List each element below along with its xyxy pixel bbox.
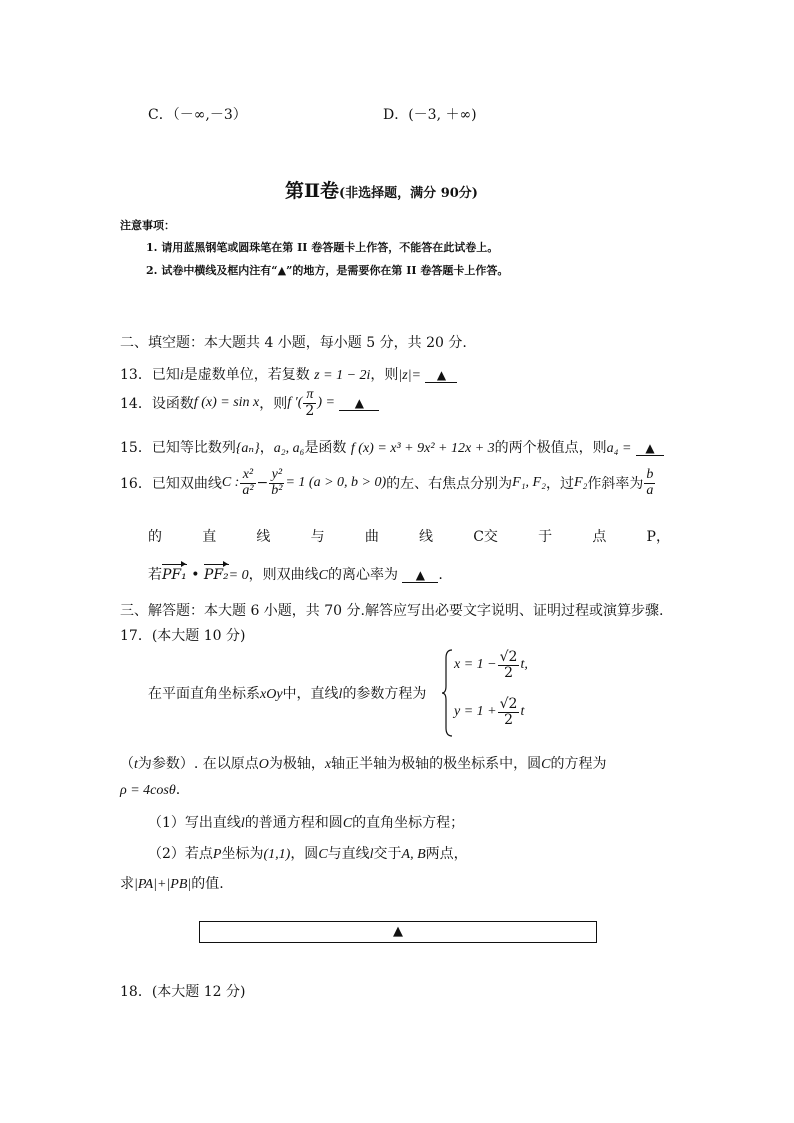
q17-eq2-right: t (520, 704, 525, 720)
q16-end: . (438, 567, 443, 583)
q16-frac-x (240, 468, 255, 498)
q17-eq2-left: y = 1 + (454, 704, 497, 720)
option-c: C．（－∞,－3） (148, 107, 247, 123)
q17-eq1-den: 2 (504, 664, 513, 681)
q15-a2a6: a₂, a₆ (273, 441, 305, 456)
question-14 (120, 388, 379, 418)
q17-part-1 (148, 812, 464, 832)
q16-prefix: 16．已知双曲线 (120, 476, 222, 493)
q17-param-eq-2 (454, 697, 524, 727)
q13-absz: |z|= (398, 368, 421, 383)
q17-part-3 (120, 873, 224, 893)
q16-vec-pf1: PF₁ (162, 567, 187, 583)
q17-eq1-num: √2 (499, 649, 518, 665)
q17-p2-C: C (318, 847, 328, 862)
q14-prefix: 14．设函数 (120, 396, 194, 413)
q15-mid2: 是函数 (304, 440, 347, 456)
q16-x2: x² (240, 468, 255, 484)
part2-title-main: 第Ⅱ卷 (285, 180, 340, 202)
q17-p2b: 坐标为 (221, 846, 264, 862)
section2-heading: 二、填空题：本大题共 4 小题，每小题 5 分，共 20 分. (120, 335, 467, 351)
part2-title-sub: (非选择题，满分 90分) (339, 186, 478, 201)
q17-p2d: 与直线 (327, 846, 370, 862)
q14-frac-den: 2 (305, 402, 315, 419)
part2-title (285, 176, 478, 203)
q13-mid2: ，则 (370, 367, 399, 383)
q17-l: l (338, 687, 343, 702)
q16-mid5: 的离心率为 (327, 567, 398, 583)
q17-eq2-frac (498, 697, 520, 727)
q16-word: 的 (148, 529, 162, 545)
question-13 (120, 364, 457, 384)
q17-p1b: 的普通方程和圆 (244, 815, 343, 831)
q16-word: 线 (256, 529, 271, 545)
q17-p2a: （2）若点 (148, 846, 213, 862)
q17-p1a: （1）写出直线 (148, 815, 241, 831)
q16-mid: 的左、右焦点分别为 (386, 476, 513, 493)
q17-eq2-den: 2 (504, 711, 513, 728)
q14-mid: ，则 (259, 396, 288, 413)
q17-eq2-num: √2 (499, 696, 518, 712)
q16-frac-slope (644, 468, 655, 498)
q17-l2b: 为参数）. 在以原点 (137, 756, 259, 772)
q17-xOy: xOy (260, 687, 283, 702)
question-15 (120, 437, 664, 457)
q13-prefix: 13．已知 (120, 367, 180, 383)
q15-a4: a₄ = (606, 441, 632, 456)
q15-mid: ， (259, 440, 274, 456)
q16-a: a (646, 482, 654, 498)
q17-brace (440, 648, 454, 738)
q17-p1-l: l (240, 816, 245, 831)
q17-line-2 (120, 753, 606, 773)
q16-word: 点 (592, 529, 607, 545)
q17-rho-end: . (175, 782, 181, 798)
q16-answer-blank: ▲ (402, 568, 438, 583)
q14-fx: f (x) = sin x (193, 395, 260, 411)
q14-tail: ) = (317, 395, 335, 411)
q16-vec-pf2: PF₂ (203, 567, 229, 583)
q17-x: x (324, 757, 332, 772)
q16-minus: − (256, 475, 269, 492)
q14-answer-blank: ▲ (339, 396, 379, 411)
q17-l2d: 轴正半轴为极轴的极坐标系中，圆 (331, 756, 542, 772)
q14-fprime: f ′( (287, 395, 303, 411)
q17-l2a: （ (120, 756, 134, 772)
q17-p1c: 的直角坐标方程； (352, 815, 465, 831)
q16-line-2 (148, 526, 670, 546)
q17-intro (148, 683, 426, 703)
section3-heading: 三、解答题：本大题 6 小题，共 70 分.解答应写出必要文字说明、证明过程或演算步骤. (120, 603, 664, 619)
q16-word: 直 (202, 529, 217, 545)
q17-answer-box: ▲ (199, 921, 597, 943)
q17-part-2 (148, 843, 468, 863)
option-d: D．(－3, ＋∞) (383, 107, 477, 123)
q17-rho: ρ = 4cosθ (120, 783, 176, 798)
q17-p3a: 求 (120, 876, 134, 892)
q17-p2f: 两点， (425, 846, 468, 862)
q16-word: 于 (538, 529, 553, 545)
q17-p3-expr: |PA|+|PB| (134, 877, 192, 892)
q17-eq1-frac (498, 650, 520, 680)
q16-C: C : (221, 475, 240, 491)
q16-word: 与 (310, 529, 325, 545)
q17-p3b: 的值. (191, 876, 224, 892)
q17-eq1-right: t, (520, 657, 528, 673)
q16-word: C交 (473, 529, 498, 545)
q17-eq1-left: x = 1 − (454, 657, 497, 673)
notice-item-2: 2. 试卷中横线及框内注有“▲”的地方，是需要你在第 II 卷答题卡上作答。 (146, 264, 509, 277)
q15-answer-blank: ▲ (636, 441, 664, 456)
q16-if: 若 (148, 567, 162, 583)
q16-a2: a² (242, 482, 254, 498)
q16-mid2: ，过 (545, 476, 574, 493)
q15-fx: f (x) = x³ + 9x² + 12x + 3 (350, 441, 495, 456)
q16-mid3: 作斜率为 (587, 476, 644, 493)
q16-C2: C (318, 568, 328, 583)
q16-f2: F₂ (573, 475, 588, 491)
q17-p2e: 交于 (373, 846, 402, 862)
q17-l2e: 的方程为 (550, 756, 607, 772)
q16-mid4: ，则双曲线 (248, 567, 319, 583)
q15-seq: {aₙ} (235, 441, 260, 456)
notice-item-1: 1. 请用蓝黑钢笔或圆珠笔在第 II 卷答题卡上作答，不能答在此试卷上。 (146, 241, 499, 254)
q17-param-eq-1 (454, 650, 528, 680)
q17-l2c: 为极轴， (268, 756, 325, 772)
q16-word: P， (646, 529, 670, 545)
q16-word: 线 (419, 529, 434, 545)
q17-intro-a: 在平面直角坐标系 (148, 686, 260, 702)
q16-foci: F₁, F₂ (512, 475, 546, 491)
q16-eq0: = 0 (228, 568, 249, 583)
q14-frac-num: π (303, 388, 316, 404)
question-16 (120, 468, 656, 498)
q16-y2: y² (269, 468, 284, 484)
q16-line-3 (148, 564, 443, 584)
q13-answer-blank: ▲ (425, 368, 457, 383)
q17-p1-C: C (342, 816, 353, 831)
q17-C: C (541, 757, 551, 772)
q17-header: 17．(本大题 10 分) (120, 628, 246, 644)
q16-frac-y (269, 468, 284, 498)
q13-mid: 是虚数单位，若复数 (183, 367, 310, 383)
q14-fraction (303, 388, 316, 418)
q17-p2-l: l (369, 847, 374, 862)
q15-prefix: 15．已知等比数列 (120, 440, 236, 456)
q13-expr: z = 1 − 2i (314, 368, 371, 383)
q16-dot: • (186, 567, 204, 583)
q17-O: O (258, 757, 269, 772)
notice-heading: 注意事项： (120, 219, 175, 232)
q17-line-3 (120, 782, 180, 799)
q17-p2-pt: (1,1) (263, 847, 291, 862)
q18-header: 18．(本大题 12 分) (120, 984, 246, 1000)
q17-intro-b: 中，直线 (282, 686, 339, 702)
q17-p2-AB: A, B (401, 847, 426, 862)
q16-word: 曲 (364, 529, 379, 545)
q16-b2: b² (271, 482, 283, 498)
q15-mid3: 的两个极值点，则 (494, 440, 607, 456)
q16-eq: = 1 (a > 0, b > 0) (285, 475, 387, 491)
q17-t: t (134, 757, 138, 772)
q13-i: i (179, 368, 184, 383)
q17-intro-c: 的参数方程为 (342, 686, 427, 702)
q17-p2c: ，圆 (290, 846, 319, 862)
q17-p2-P: P (212, 847, 222, 862)
q16-b: b (646, 467, 654, 482)
